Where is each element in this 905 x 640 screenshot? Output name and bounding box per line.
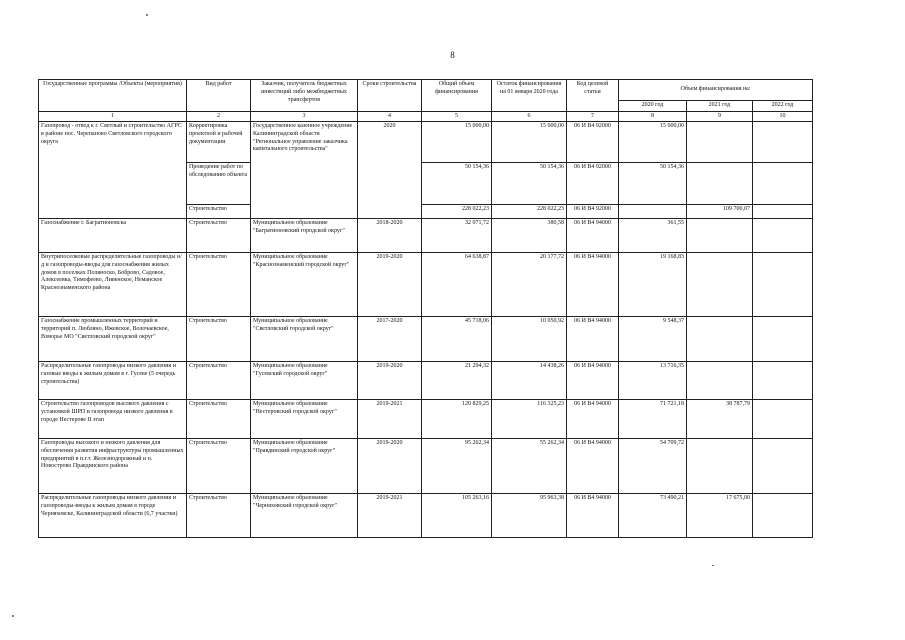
y2021-cell <box>687 317 753 362</box>
total-cell: 64 638,87 <box>422 253 492 317</box>
code-cell: 06 И В4 92000 <box>567 163 619 205</box>
y2020-cell <box>619 205 687 219</box>
col-number: 6 <box>492 112 567 122</box>
y2021-cell: 109 700,07 <box>687 205 753 219</box>
header-code: Код целевой статьи <box>567 80 619 112</box>
table-row <box>39 122 813 163</box>
code-cell: 06 И В4 94000 <box>567 253 619 317</box>
y2021-cell <box>687 439 753 494</box>
col-number: 1 <box>39 112 187 122</box>
work-type-cell: Строительство <box>187 219 251 253</box>
remainder-cell: 95 963,38 <box>492 494 567 538</box>
y2020-cell: 13 716,35 <box>619 362 687 400</box>
total-cell: 105 263,16 <box>422 494 492 538</box>
y2020-cell: 19 168,83 <box>619 253 687 317</box>
remainder-cell: 116 325,23 <box>492 400 567 439</box>
table-row <box>39 494 813 538</box>
code-cell: 06 И В4 94000 <box>567 439 619 494</box>
table-row <box>39 362 813 400</box>
header-remainder: Остаток финансирования на 01 января 2020 года <box>492 80 567 112</box>
object-name: Распределительные газопроводы низкого давления и газопроводы-вводы к жилым домам в городе Черняховске, Калининградской области (6,7 участки) <box>39 494 187 538</box>
work-type-cell: Строительство <box>187 400 251 439</box>
col-number: 5 <box>422 112 492 122</box>
y2022-cell <box>753 317 813 362</box>
term-cell: 2017-2020 <box>358 317 422 362</box>
work-type-cell: Строительство <box>187 362 251 400</box>
header-funding: Объем финансирования на: <box>619 80 813 101</box>
y2022-cell <box>753 362 813 400</box>
code-cell: 06 И В4 94000 <box>567 400 619 439</box>
y2020-cell: 71 721,18 <box>619 400 687 439</box>
y2020-cell: 54 709,72 <box>619 439 687 494</box>
y2022-cell <box>753 205 813 219</box>
header-2022: 2022 год <box>753 101 813 112</box>
col-number: 7 <box>567 112 619 122</box>
header-customer: Заказчик, получатель бюджетных инвестиций либо межбюджетных трансфертов <box>251 80 358 112</box>
code-cell: 06 И В4 92000 <box>567 122 619 163</box>
work-type-cell: Проведение работ по обследованию объекта <box>187 163 251 205</box>
y2021-cell: 38 787,79 <box>687 400 753 439</box>
customer-cell: Муниципальное образование "Черняховский городской округ" <box>251 494 358 538</box>
customer-cell: Муниципальное образование "Гусевский городской округ" <box>251 362 358 400</box>
y2020-cell: 9 548,37 <box>619 317 687 362</box>
total-cell: 228 022,23 <box>422 205 492 219</box>
term-cell: 2019-2020 <box>358 439 422 494</box>
remainder-cell: 380,58 <box>492 219 567 253</box>
work-type-cell: Строительство <box>187 253 251 317</box>
term-cell: 2018-2020 <box>358 219 422 253</box>
remainder-cell: 15 000,00 <box>492 122 567 163</box>
y2022-cell <box>753 219 813 253</box>
y2020-cell: 15 000,00 <box>619 122 687 163</box>
col-number: 4 <box>358 112 422 122</box>
object-name: Газоснабжение г. Багратионовска <box>39 219 187 253</box>
total-cell: 95 262,34 <box>422 439 492 494</box>
remainder-cell: 228 022,23 <box>492 205 567 219</box>
remainder-cell: 50 154,36 <box>492 163 567 205</box>
y2022-cell <box>753 494 813 538</box>
work-type-cell: Строительство <box>187 317 251 362</box>
total-cell: 50 154,36 <box>422 163 492 205</box>
work-type-cell: Корректировка проектной и рабочей документации <box>187 122 251 163</box>
header-work-type: Вид работ <box>187 80 251 112</box>
col-number: 10 <box>753 112 813 122</box>
col-number: 3 <box>251 112 358 122</box>
term-cell: 2019-2020 <box>358 362 422 400</box>
header-program: Государственные программы /Объекты (мероприятия) <box>39 80 187 112</box>
y2022-cell <box>753 400 813 439</box>
header-terms: Сроки строительства <box>358 80 422 112</box>
term-cell: 2019-2020 <box>358 253 422 317</box>
column-numbers-row <box>39 112 813 122</box>
y2021-cell <box>687 253 753 317</box>
page-number: 8 <box>450 50 455 60</box>
table-row <box>39 253 813 317</box>
header-row <box>39 80 813 101</box>
y2022-cell <box>753 439 813 494</box>
remainder-cell: 10 050,92 <box>492 317 567 362</box>
y2021-cell <box>687 219 753 253</box>
total-cell: 45 718,06 <box>422 317 492 362</box>
table-row <box>39 400 813 439</box>
y2022-cell <box>753 253 813 317</box>
work-type-cell: Строительство <box>187 439 251 494</box>
col-number: 2 <box>187 112 251 122</box>
object-name: Газопроводы высокого и низкого давления для обеспечения развития инфраструктуры промышленных предприятий в п.г.т. Железнодорожный и п. Новострово Правдинского района <box>39 439 187 494</box>
object-name: Распределительные газопроводы низкого давления и газовые вводы к жилым домам в г. Гусеве (5 очередь строительства) <box>39 362 187 400</box>
total-cell: 32 071,72 <box>422 219 492 253</box>
header-2020: 2020 год <box>619 101 687 112</box>
header-total: Общий объем финансирования <box>422 80 492 112</box>
customer-cell: Государственное казенное учреждение Калининградской области "Региональное управление заказчика капитального строительства" <box>251 122 358 219</box>
code-cell: 06 И В4 94000 <box>567 494 619 538</box>
y2020-cell: 73 490,21 <box>619 494 687 538</box>
remainder-cell: 20 177,72 <box>492 253 567 317</box>
total-cell: 21 294,32 <box>422 362 492 400</box>
object-name: Газопровод - отвод к г. Светлый и строительство АГРС в районе пос. Черепаново Светловского городского округа <box>39 122 187 219</box>
code-cell: 06 И В4 92000 <box>567 205 619 219</box>
y2022-cell <box>753 122 813 163</box>
y2021-cell <box>687 163 753 205</box>
code-cell: 06 И В4 94000 <box>567 362 619 400</box>
customer-cell: Муниципальное образование "Багратионовский городской округ" <box>251 219 358 253</box>
customer-cell: Муниципальное образование "Правдинский городской округ" <box>251 439 358 494</box>
customer-cell: Муниципальное образование "Краснознаменский городской округ" <box>251 253 358 317</box>
total-cell: 15 000,00 <box>422 122 492 163</box>
work-type-cell: Строительство <box>187 205 251 219</box>
code-cell: 06 И В4 94000 <box>567 317 619 362</box>
term-cell: 2020 <box>358 122 422 219</box>
y2020-cell: 361,55 <box>619 219 687 253</box>
header-2021: 2021 год <box>687 101 753 112</box>
work-type-cell: Строительство <box>187 494 251 538</box>
table-row <box>39 219 813 253</box>
total-cell: 120 829,25 <box>422 400 492 439</box>
object-name: Газоснабжение промышленных территорий и территорий п. Любляно, Ижевское, Волочаевское, Взморье МО "Светловский городской округ" <box>39 317 187 362</box>
customer-cell: Муниципальное образование "Светловский городской округ" <box>251 317 358 362</box>
scan-speck <box>12 615 14 617</box>
table-row <box>39 317 813 362</box>
y2021-cell <box>687 122 753 163</box>
code-cell: 06 И В4 94000 <box>567 219 619 253</box>
remainder-cell: 55 262,34 <box>492 439 567 494</box>
object-name: Внутрипоселковые распределительные газопроводы н/д и газопроводы-вводы для газоснабжения жилых домов в поселках Поляноско, Боброво, Садовое, Алексеевка, Тимофеево, Ливенское, Неманское Краснознаменского района <box>39 253 187 317</box>
remainder-cell: 14 438,26 <box>492 362 567 400</box>
y2021-cell: 17 675,00 <box>687 494 753 538</box>
scan-speck <box>712 565 714 566</box>
customer-cell: Муниципальное образование "Нестеровский городской округ" <box>251 400 358 439</box>
col-number: 8 <box>619 112 687 122</box>
scan-speck <box>146 14 148 16</box>
table-row <box>39 439 813 494</box>
y2021-cell <box>687 362 753 400</box>
financing-table <box>38 79 813 538</box>
term-cell: 2019-2021 <box>358 494 422 538</box>
y2020-cell: 50 154,36 <box>619 163 687 205</box>
y2022-cell <box>753 163 813 205</box>
term-cell: 2019-2021 <box>358 400 422 439</box>
col-number: 9 <box>687 112 753 122</box>
object-name: Строительство газопроводов высокого давления с установкой ШРП и газопровода низкого давления в городе Нестерове II этап <box>39 400 187 439</box>
